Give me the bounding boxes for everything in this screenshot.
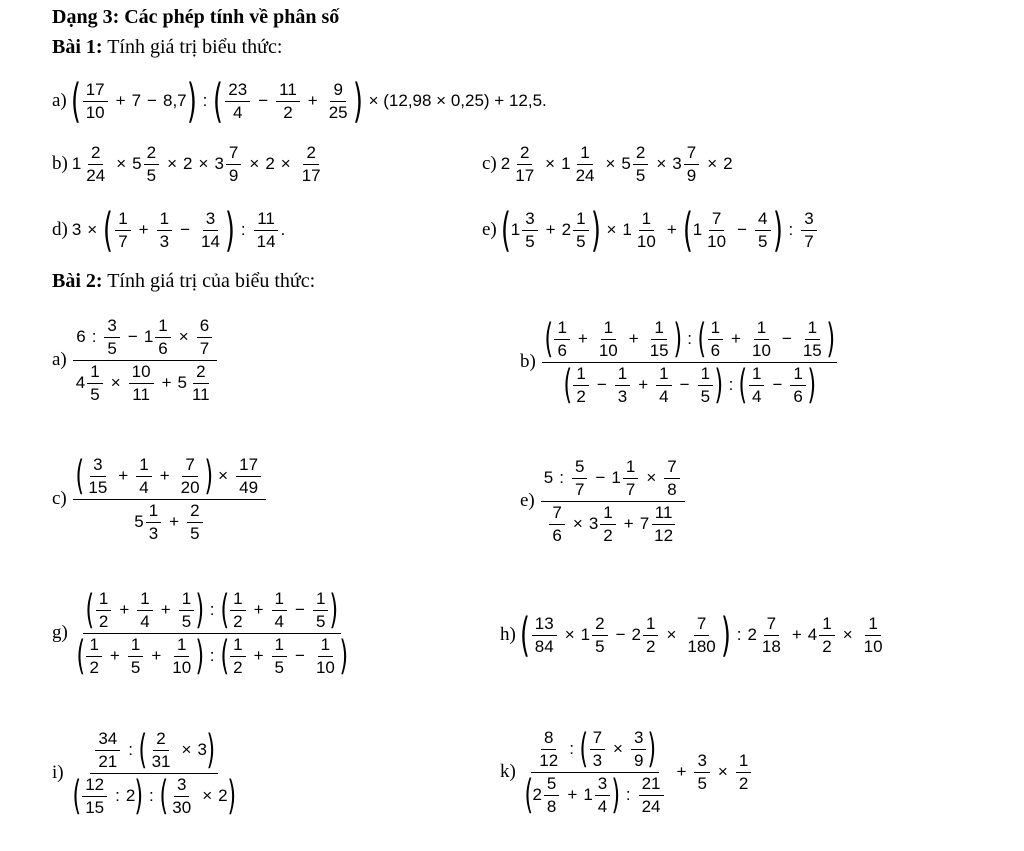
b2-expr-h: h) ( $\frac{13}{84}$ × 1 $\frac{2}{5}$ − 2 $\frac{1}{2}$ × $\frac{7}{180}$ ) : 2 7 18 + 4 $\frac{1}{2}$ × $\frac{1}{10}$ <box>500 608 883 662</box>
b2-expr-k: k) 8 12 : ( $\frac{7}{3}$ × $\frac{3}{9}$ ) ( 2 5 8 + 1 $\frac{3}{4}$ ) : 21 24 + $\frac{3}{5}$ × $\frac{1}{2}$ <box>500 706 753 838</box>
label-a: a) <box>52 90 67 111</box>
b1-expr-a: a) ( 17 10 + 7 − 8,7 ) : ( 23 4 − $\frac{11}{2}$ + $\frac{9}{25}$ ) × (12,98 × 0,25) + 12,5. <box>52 74 547 128</box>
section-title: Dạng 3: Các phép tính về phân số <box>52 6 340 28</box>
b2-expr-b: b) ( 1 6 + $\frac{1}{10}$ + $\frac{1}{15}$ ) : ( 1 6 + $\frac{1}{10}$ − $\frac{1}{15}$ ) ( 1 2 − $\frac{1}{3}$ + $\frac{1}{4}$ − $\frac{1}{5}$ ) : ( 1 4 − $\frac{1}{6}$ ) <box>520 298 839 426</box>
label-2k: k) <box>500 761 516 782</box>
exercise-2-label: Bài 2: <box>52 270 103 292</box>
label-2e: e) <box>520 490 535 511</box>
label-2c: c) <box>52 488 67 509</box>
exercise-1-label: Bài 1: <box>52 36 103 58</box>
label-c: c) <box>482 153 497 174</box>
label-d: d) <box>52 219 68 240</box>
b1-expr-e: e) ( 1 3 5 + 2 $\frac{1}{5}$ ) × 1 $\frac{1}{10}$ + ( 1 7 10 − $\frac{4}{5}$ ) : 3 7 <box>482 202 819 258</box>
exercise-1-heading <box>52 36 282 59</box>
expr-a-tail: × (12,98 × 0,25) + 12,5. <box>368 91 547 110</box>
exercise-2-instruction: Tính giá trị của biểu thức: <box>107 270 316 292</box>
label-e: e) <box>482 219 497 240</box>
b1-expr-c: c) 2 $\frac{2}{17}$ × 1 $\frac{1}{24}$ × 5 $\frac{2}{5}$ × 3 $\frac{7}{9}$ × 2 <box>482 142 733 185</box>
b2-expr-i: i) 34 21 : ( $\frac{2}{31}$ × 3 ) ( 12 15 : 2 ) : ( $\frac{3}{30}$ × 2 ) <box>52 727 236 819</box>
b2-expr-e: e) 5 : 5 7 − 1 $\frac{1}{7}$ × $\frac{7}{8}$ $\frac{7}{6}$ × 3 $\frac{1}{2}$ + 7 $\frac{11}{12}$ <box>520 440 687 562</box>
b2-expr-a: a) 6 : 3 5 − 1 $\frac{1}{6}$ × $\frac{6}{7}$ 4 $\frac{1}{5}$ × $\frac{10}{11}$ + 5 $\frac{2}{11}$ <box>52 300 220 420</box>
exercise-1-instruction: Tính giá trị biểu thức: <box>107 36 283 58</box>
label-2g: g) <box>52 622 68 643</box>
b2-expr-g: g) ( 1 2 + $\frac{1}{4}$ + $\frac{1}{5}$ ) : ( 1 2 + $\frac{1}{4}$ − $\frac{1}{5}$ ) ( 1 2 + $\frac{1}{5}$ + $\frac{1}{10}$ ) : ( 1 2 + $\frac{1}{5}$ − $\frac{1}{10}$ ) <box>52 587 348 679</box>
b1-expr-b: b) 1 $\frac{2}{24}$ × 5 $\frac{2}{5}$ × 2 × 3 $\frac{7}{9}$ × 2 × $\frac{2}{17}$ <box>52 142 321 185</box>
label-2b: b) <box>520 351 536 372</box>
label-2a: a) <box>52 349 67 370</box>
label-b: b) <box>52 153 68 174</box>
b1-expr-d: d) 3 × ( 1 7 + $\frac{1}{3}$ − $\frac{3}{14}$ ) : 11 14 . <box>52 203 286 257</box>
label-2i: i) <box>52 762 64 783</box>
exercise-2-heading <box>52 270 315 293</box>
label-2h: h) <box>500 624 516 645</box>
b2-expr-c: c) ( 3 15 + $\frac{1}{4}$ + $\frac{7}{20}$ ) × $\frac{17}{49}$ 5 1 3 + $\frac{2}{5}$ <box>52 436 268 562</box>
